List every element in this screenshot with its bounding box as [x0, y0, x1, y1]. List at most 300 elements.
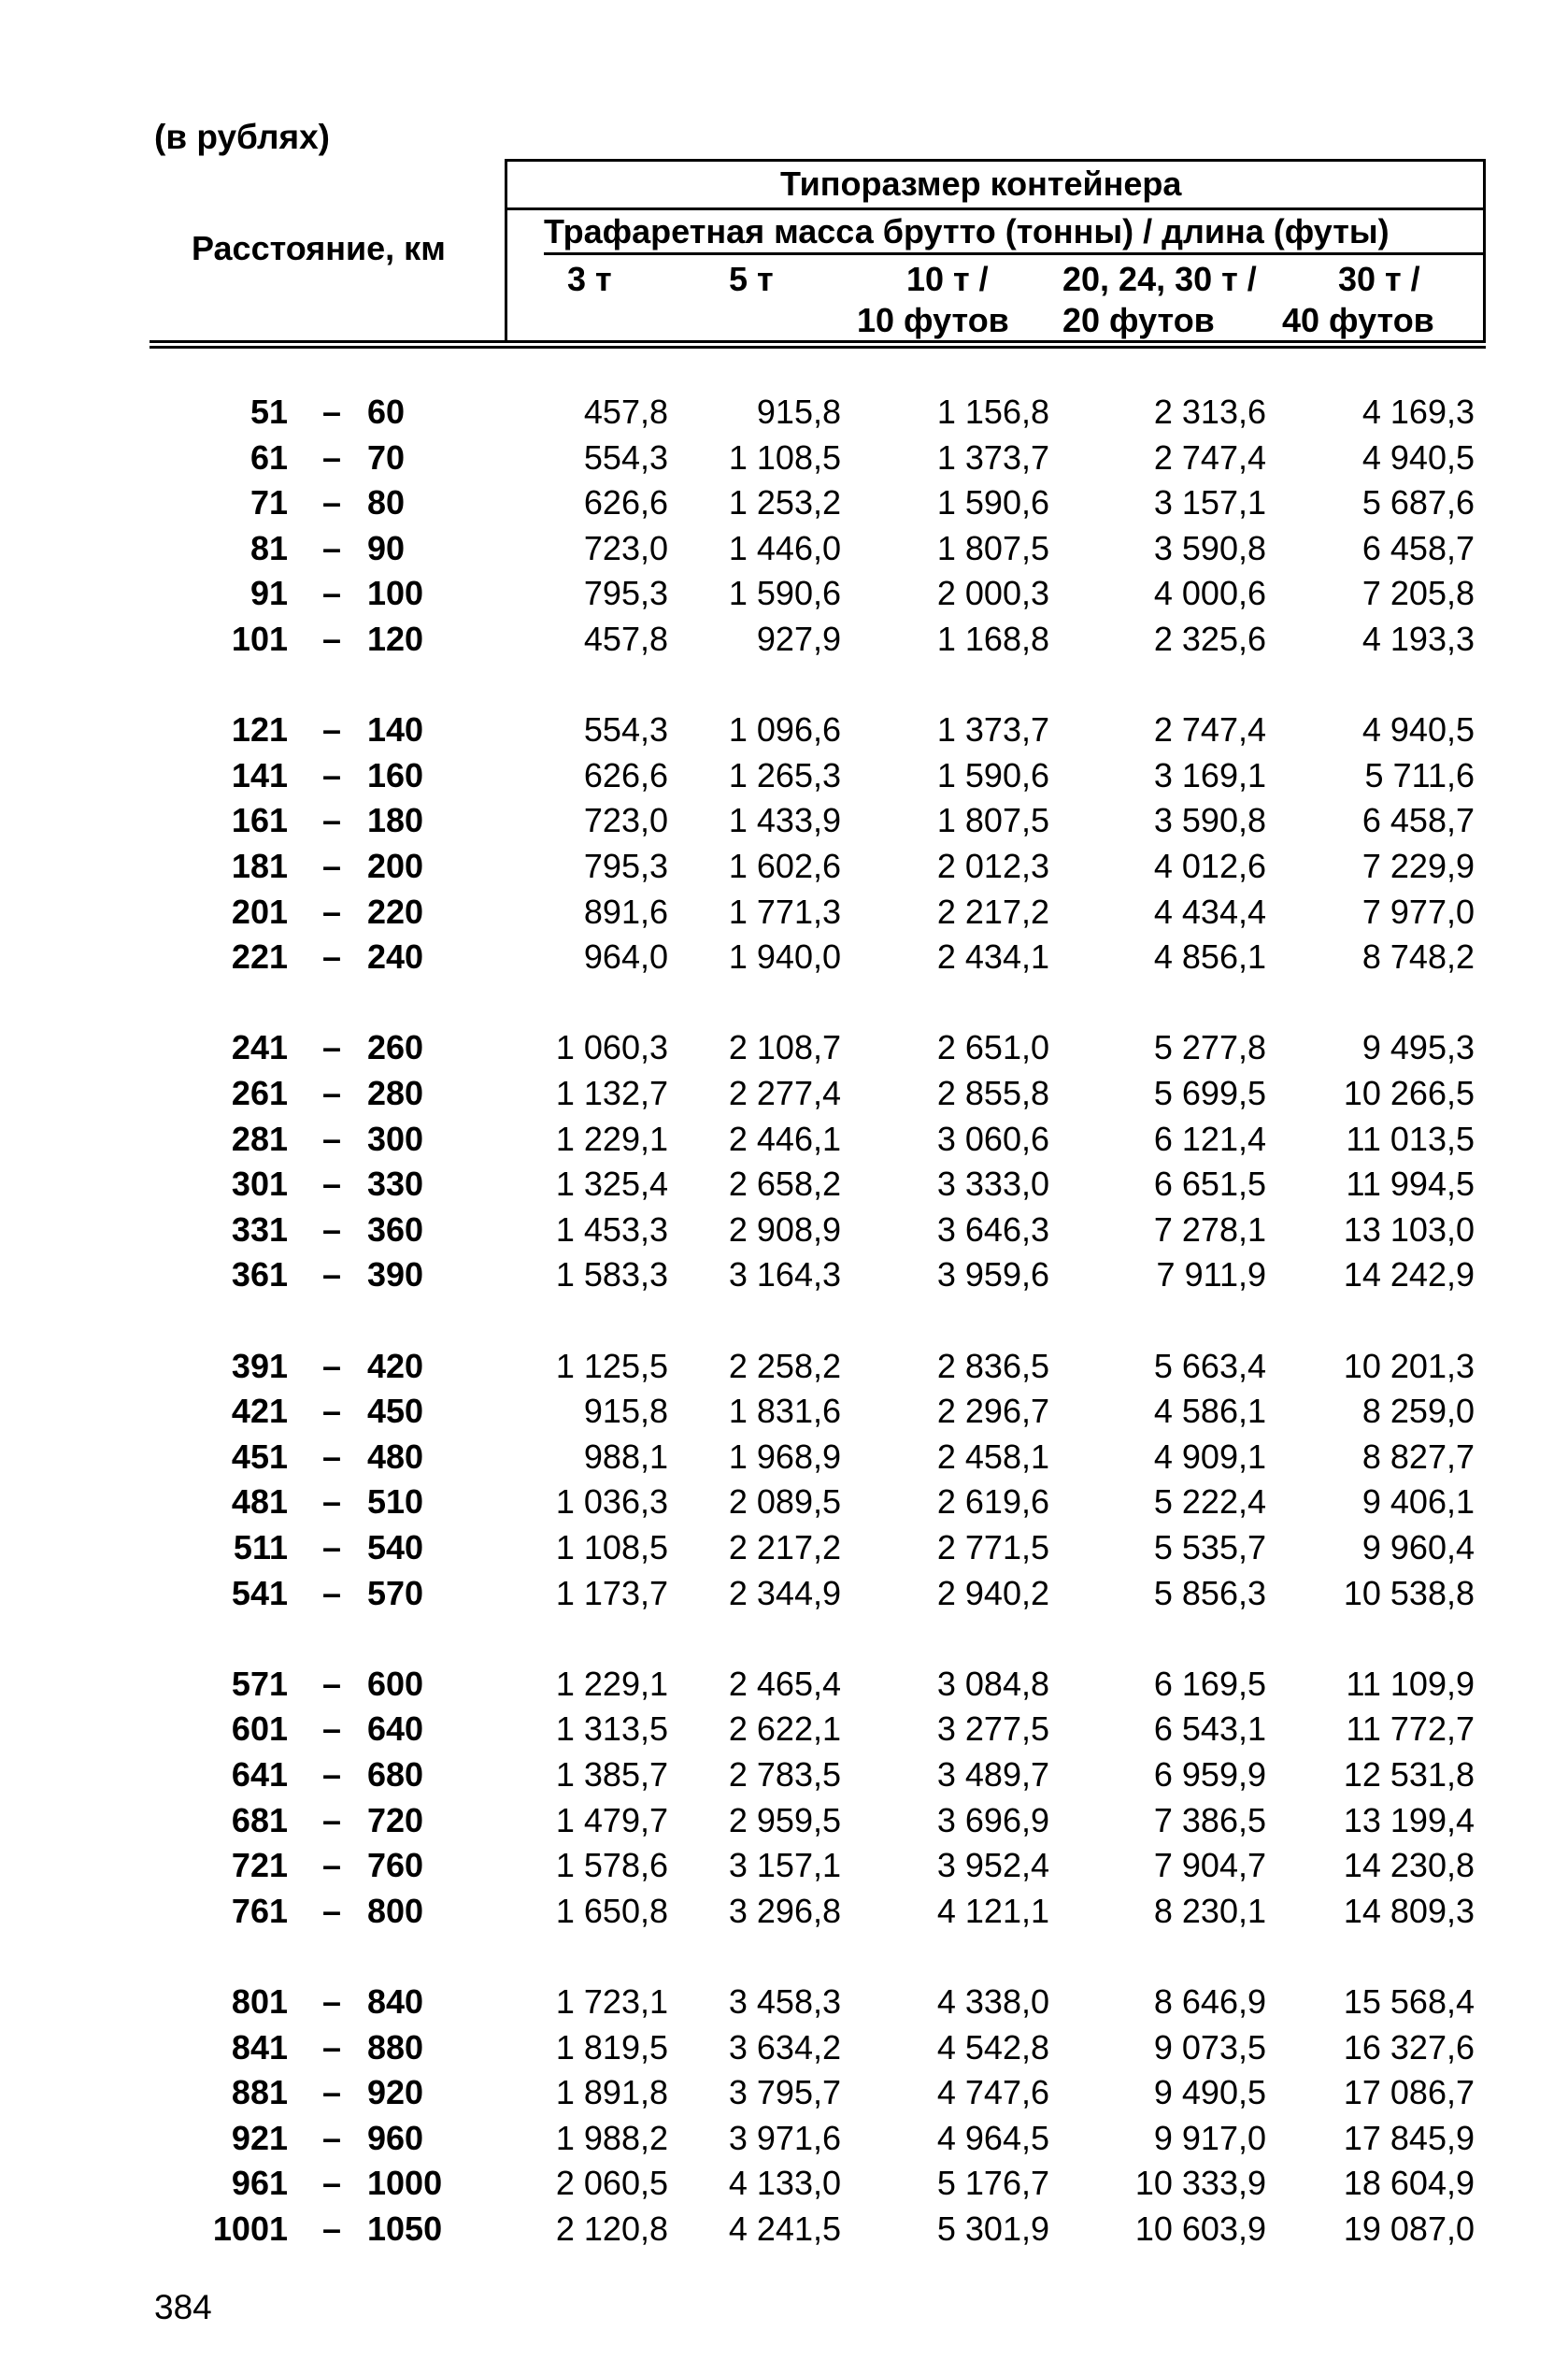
rate-20-24-30t: 6 121,4 [1153, 1119, 1266, 1158]
table-row [0, 2070, 1568, 2115]
col-header-30t-length: 40 футов [1282, 301, 1434, 339]
table-row [0, 1344, 1568, 1389]
rate-5t: 1 446,0 [728, 528, 841, 567]
rate-3t: 1 229,1 [555, 1664, 668, 1703]
range-dash: – [322, 1255, 342, 1294]
rate-30t-40ft: 17 086,7 [1343, 2073, 1475, 2112]
rate-5t: 2 277,4 [728, 1074, 841, 1112]
table-row [0, 436, 1568, 480]
col-header-30t: 30 т / [1338, 260, 1420, 298]
distance-to: 720 [367, 1800, 424, 1839]
rate-10t: 2 836,5 [936, 1346, 1049, 1385]
rate-3t: 723,0 [583, 528, 668, 567]
rate-10t: 2 940,2 [936, 1573, 1049, 1612]
table-row [0, 1707, 1568, 1752]
rate-20-24-30t: 2 325,6 [1153, 620, 1266, 658]
rate-10t: 1 373,7 [936, 437, 1049, 477]
rate-30t-40ft: 9 406,1 [1361, 1482, 1475, 1522]
range-dash: – [322, 1709, 342, 1749]
rate-30t-40ft: 11 013,5 [1346, 1119, 1475, 1158]
distance-to: 160 [367, 755, 424, 794]
rate-10t: 4 747,6 [936, 2073, 1049, 2112]
rate-10t: 2 000,3 [936, 574, 1049, 613]
col-header-20-24-30t-length: 20 футов [1062, 301, 1215, 339]
table-row [0, 708, 1568, 752]
distance-from: 801 [231, 1982, 288, 2021]
distance-from: 71 [249, 483, 288, 522]
rate-5t: 1 771,3 [728, 892, 841, 931]
rate-3t: 1 036,3 [555, 1482, 668, 1522]
rate-20-24-30t: 10 333,9 [1134, 2164, 1266, 2203]
rate-3t: 1 988,2 [555, 2118, 668, 2157]
distance-to: 100 [367, 574, 424, 613]
table-row [0, 890, 1568, 935]
table-row [0, 1117, 1568, 1162]
rate-30t-40ft: 11 772,7 [1346, 1709, 1475, 1749]
range-dash: – [322, 1165, 342, 1204]
rate-10t: 4 121,1 [936, 1891, 1049, 1930]
rate-3t: 2 060,5 [555, 2164, 668, 2203]
distance-from: 61 [249, 437, 288, 477]
rate-5t: 1 108,5 [728, 437, 841, 477]
distance-to: 510 [367, 1482, 424, 1522]
col-header-3t: 3 т [567, 260, 612, 298]
rate-10t: 2 855,8 [936, 1074, 1049, 1112]
range-dash: – [322, 483, 342, 522]
col-header-20-24-30t: 20, 24, 30 т / [1062, 260, 1257, 298]
rate-30t-40ft: 6 458,7 [1361, 528, 1475, 567]
rate-10t: 3 060,6 [936, 1119, 1049, 1158]
range-dash: – [322, 1437, 342, 1476]
rate-20-24-30t: 6 169,5 [1153, 1664, 1266, 1703]
range-dash: – [322, 393, 342, 431]
rate-5t: 2 258,2 [728, 1346, 841, 1385]
rate-3t: 1 325,4 [555, 1165, 668, 1204]
col-header-10t: 10 т / [906, 260, 989, 298]
distance-to: 640 [367, 1709, 424, 1749]
distance-from: 541 [231, 1573, 288, 1612]
distance-from: 241 [231, 1028, 288, 1067]
distance-to: 480 [367, 1437, 424, 1476]
rate-10t: 1 590,6 [936, 483, 1049, 522]
distance-to: 680 [367, 1755, 424, 1794]
range-dash: – [322, 2164, 342, 2203]
table-row [0, 2025, 1568, 2070]
rate-10t: 3 952,4 [936, 1846, 1049, 1885]
rate-30t-40ft: 16 327,6 [1343, 2027, 1475, 2067]
table-row [0, 526, 1568, 571]
rate-3t: 1 173,7 [555, 1573, 668, 1612]
rate-3t: 1 132,7 [555, 1074, 668, 1112]
table-row [0, 2161, 1568, 2206]
range-dash: – [322, 1028, 342, 1067]
rate-20-24-30t: 4 909,1 [1153, 1437, 1266, 1476]
rate-3t: 1 229,1 [555, 1119, 668, 1158]
rate-3t: 1 650,8 [555, 1891, 668, 1930]
range-dash: – [322, 1346, 342, 1385]
distance-to: 80 [367, 483, 406, 522]
range-dash: – [322, 1119, 342, 1158]
distance-from: 841 [231, 2027, 288, 2067]
rate-30t-40ft: 7 229,9 [1361, 847, 1475, 885]
distance-from: 451 [231, 1437, 288, 1476]
rate-5t: 2 465,4 [728, 1664, 841, 1703]
table-row [0, 1843, 1568, 1888]
table-row [0, 1798, 1568, 1843]
rate-3t: 1 578,6 [555, 1846, 668, 1885]
distance-from: 361 [231, 1255, 288, 1294]
table-row [0, 844, 1568, 889]
rate-30t-40ft: 8 259,0 [1361, 1392, 1475, 1431]
distance-from: 961 [231, 2164, 288, 2203]
rate-30t-40ft: 18 604,9 [1343, 2164, 1475, 2203]
rate-10t: 2 619,6 [936, 1482, 1049, 1522]
col-header-10t-length: 10 футов [857, 301, 1009, 339]
header-left-divider [505, 159, 507, 343]
table-row [0, 1252, 1568, 1297]
distance-header: Расстояние, км [192, 229, 446, 267]
rate-5t: 1 968,9 [728, 1437, 841, 1476]
rate-20-24-30t: 2 747,4 [1153, 710, 1266, 750]
rate-30t-40ft: 14 230,8 [1343, 1846, 1475, 1885]
table-row [0, 1571, 1568, 1616]
rate-5t: 2 108,7 [728, 1028, 841, 1067]
rate-30t-40ft: 11 109,9 [1346, 1664, 1475, 1703]
rate-20-24-30t: 5 856,3 [1153, 1573, 1266, 1612]
rate-10t: 4 338,0 [936, 1982, 1049, 2021]
rate-10t: 2 771,5 [936, 1528, 1049, 1566]
range-dash: – [322, 437, 342, 477]
rate-5t: 2 908,9 [728, 1209, 841, 1249]
rate-20-24-30t: 5 222,4 [1153, 1482, 1266, 1522]
table-row [0, 571, 1568, 616]
rate-20-24-30t: 4 856,1 [1153, 937, 1266, 977]
distance-to: 600 [367, 1664, 424, 1703]
rate-5t: 2 446,1 [728, 1119, 841, 1158]
rate-5t: 2 959,5 [728, 1800, 841, 1839]
table-row [0, 390, 1568, 435]
range-dash: – [322, 2073, 342, 2112]
distance-to: 280 [367, 1074, 424, 1112]
rate-3t: 554,3 [583, 710, 668, 750]
rate-5t: 3 296,8 [728, 1891, 841, 1930]
rate-30t-40ft: 8 748,2 [1361, 937, 1475, 977]
rate-3t: 1 723,1 [555, 1982, 668, 2021]
distance-to: 60 [367, 393, 406, 431]
rate-30t-40ft: 7 977,0 [1361, 892, 1475, 931]
rate-30t-40ft: 11 994,5 [1346, 1165, 1475, 1204]
range-dash: – [322, 1482, 342, 1522]
range-dash: – [322, 892, 342, 931]
rate-30t-40ft: 13 103,0 [1343, 1209, 1475, 1249]
rate-30t-40ft: 10 538,8 [1343, 1573, 1475, 1612]
distance-to: 140 [367, 710, 424, 750]
rate-5t: 1 433,9 [728, 801, 841, 840]
table-row [0, 1980, 1568, 2024]
rate-20-24-30t: 10 603,9 [1134, 2210, 1266, 2248]
rate-10t: 3 646,3 [936, 1209, 1049, 1249]
range-dash: – [322, 620, 342, 658]
rate-20-24-30t: 2 747,4 [1153, 437, 1266, 477]
distance-to: 540 [367, 1528, 424, 1566]
rate-3t: 1 385,7 [555, 1755, 668, 1794]
rate-5t: 927,9 [756, 620, 841, 658]
rate-10t: 1 807,5 [936, 801, 1049, 840]
distance-to: 260 [367, 1028, 424, 1067]
distance-to: 920 [367, 2073, 424, 2112]
rate-3t: 723,0 [583, 801, 668, 840]
rate-20-24-30t: 8 646,9 [1153, 1982, 1266, 2021]
rate-20-24-30t: 4 012,6 [1153, 847, 1266, 885]
rate-20-24-30t: 7 911,9 [1156, 1255, 1266, 1294]
header-top-rule [505, 159, 1486, 162]
rate-5t: 915,8 [756, 393, 841, 431]
range-dash: – [322, 1209, 342, 1249]
rate-5t: 2 217,2 [728, 1528, 841, 1566]
distance-from: 921 [231, 2118, 288, 2157]
rate-3t: 1 479,7 [555, 1800, 668, 1839]
table-row [0, 935, 1568, 980]
rate-10t: 2 296,7 [936, 1392, 1049, 1431]
range-dash: – [322, 2210, 342, 2248]
rate-5t: 4 241,5 [728, 2210, 841, 2248]
table-row [0, 1752, 1568, 1797]
distance-from: 201 [231, 892, 288, 931]
rate-3t: 795,3 [583, 574, 668, 613]
rate-5t: 1 940,0 [728, 937, 841, 977]
distance-to: 330 [367, 1165, 424, 1204]
table-row [0, 1480, 1568, 1524]
container-size-header: Типоразмер контейнера [780, 164, 1182, 203]
rate-20-24-30t: 6 543,1 [1153, 1709, 1266, 1749]
distance-to: 70 [367, 437, 406, 477]
rate-10t: 1 168,8 [936, 620, 1049, 658]
rate-20-24-30t: 8 230,1 [1153, 1891, 1266, 1930]
rate-30t-40ft: 14 242,9 [1343, 1255, 1475, 1294]
range-dash: – [322, 528, 342, 567]
rate-20-24-30t: 6 651,5 [1153, 1165, 1266, 1204]
range-dash: – [322, 1800, 342, 1839]
rate-20-24-30t: 5 535,7 [1153, 1528, 1266, 1566]
rate-5t: 2 658,2 [728, 1165, 841, 1204]
rate-3t: 1 125,5 [555, 1346, 668, 1385]
rate-30t-40ft: 8 827,7 [1361, 1437, 1475, 1476]
rate-3t: 988,1 [583, 1437, 668, 1476]
distance-to: 840 [367, 1982, 424, 2021]
rate-30t-40ft: 9 960,4 [1361, 1528, 1475, 1566]
distance-from: 571 [231, 1664, 288, 1703]
range-dash: – [322, 1755, 342, 1794]
distance-from: 181 [231, 847, 288, 885]
rate-20-24-30t: 9 917,0 [1153, 2118, 1266, 2157]
rate-5t: 3 634,2 [728, 2027, 841, 2067]
rate-3t: 1 060,3 [555, 1028, 668, 1067]
range-dash: – [322, 710, 342, 750]
rate-10t: 3 489,7 [936, 1755, 1049, 1794]
range-dash: – [322, 1982, 342, 2021]
rate-20-24-30t: 6 959,9 [1153, 1755, 1266, 1794]
rate-3t: 891,6 [583, 892, 668, 931]
rate-10t: 3 959,6 [936, 1255, 1049, 1294]
rate-20-24-30t: 5 277,8 [1153, 1028, 1266, 1067]
rate-3t: 626,6 [583, 755, 668, 794]
range-dash: – [322, 801, 342, 840]
table-row [0, 617, 1568, 662]
distance-from: 331 [231, 1209, 288, 1249]
rate-5t: 4 133,0 [728, 2164, 841, 2203]
rate-3t: 1 891,8 [555, 2073, 668, 2112]
table-row [0, 2116, 1568, 2161]
rate-3t: 964,0 [583, 937, 668, 977]
rate-20-24-30t: 3 157,1 [1153, 483, 1266, 522]
rate-30t-40ft: 14 809,3 [1343, 1891, 1475, 1930]
rate-5t: 3 164,3 [728, 1255, 841, 1294]
header-bottom-rule [150, 340, 1486, 343]
range-dash: – [322, 1528, 342, 1566]
rate-20-24-30t: 5 663,4 [1153, 1346, 1266, 1385]
distance-from: 1001 [212, 2210, 288, 2248]
rate-5t: 1 590,6 [728, 574, 841, 613]
distance-to: 800 [367, 1891, 424, 1930]
rate-3t: 1 313,5 [555, 1709, 668, 1749]
rate-5t: 2 089,5 [728, 1482, 841, 1522]
rate-10t: 3 333,0 [936, 1165, 1049, 1204]
range-dash: – [322, 755, 342, 794]
rate-10t: 4 542,8 [936, 2027, 1049, 2067]
distance-to: 240 [367, 937, 424, 977]
distance-to: 880 [367, 2027, 424, 2067]
rate-20-24-30t: 4 434,4 [1153, 892, 1266, 931]
distance-from: 161 [231, 801, 288, 840]
range-dash: – [322, 1392, 342, 1431]
rate-20-24-30t: 3 590,8 [1153, 528, 1266, 567]
rate-30t-40ft: 4 169,3 [1361, 393, 1475, 431]
unit-note: (в рублях) [154, 118, 330, 156]
rate-5t: 3 795,7 [728, 2073, 841, 2112]
distance-to: 570 [367, 1573, 424, 1612]
rate-5t: 2 783,5 [728, 1755, 841, 1794]
rate-30t-40ft: 17 845,9 [1343, 2118, 1475, 2157]
distance-from: 101 [231, 620, 288, 658]
table-row [0, 480, 1568, 525]
gross-mass-length-header: Трафаретная масса брутто (тонны) / длина (футы) [544, 212, 1390, 250]
rate-30t-40ft: 12 531,8 [1343, 1755, 1475, 1794]
range-dash: – [322, 1074, 342, 1112]
rate-20-24-30t: 5 699,5 [1153, 1074, 1266, 1112]
rate-10t: 2 458,1 [936, 1437, 1049, 1476]
rate-20-24-30t: 3 590,8 [1153, 801, 1266, 840]
distance-to: 450 [367, 1392, 424, 1431]
rate-30t-40ft: 13 199,4 [1343, 1800, 1475, 1839]
rate-30t-40ft: 19 087,0 [1343, 2210, 1475, 2248]
rate-3t: 1 108,5 [555, 1528, 668, 1566]
rate-20-24-30t: 9 073,5 [1153, 2027, 1266, 2067]
rate-3t: 554,3 [583, 437, 668, 477]
col-header-5t: 5 т [729, 260, 774, 298]
header-double-rule [150, 346, 1486, 349]
rate-10t: 2 217,2 [936, 892, 1049, 931]
rate-3t: 915,8 [583, 1392, 668, 1431]
table-row [0, 2207, 1568, 2252]
rate-30t-40ft: 9 495,3 [1361, 1028, 1475, 1067]
distance-to: 180 [367, 801, 424, 840]
distance-to: 300 [367, 1119, 424, 1158]
rate-5t: 2 622,1 [728, 1709, 841, 1749]
distance-to: 90 [367, 528, 406, 567]
rate-3t: 2 120,8 [555, 2210, 668, 2248]
rate-30t-40ft: 10 201,3 [1343, 1346, 1475, 1385]
distance-to: 960 [367, 2118, 424, 2157]
distance-from: 481 [231, 1482, 288, 1522]
rate-10t: 4 964,5 [936, 2118, 1049, 2157]
distance-to: 760 [367, 1846, 424, 1885]
range-dash: – [322, 2118, 342, 2157]
rate-20-24-30t: 9 490,5 [1153, 2073, 1266, 2112]
rate-5t: 1 253,2 [728, 483, 841, 522]
rate-3t: 626,6 [583, 483, 668, 522]
rate-10t: 3 277,5 [936, 1709, 1049, 1749]
distance-from: 681 [231, 1800, 288, 1839]
table-row [0, 753, 1568, 798]
rate-20-24-30t: 7 904,7 [1153, 1846, 1266, 1885]
rate-20-24-30t: 7 386,5 [1153, 1800, 1266, 1839]
rate-5t: 3 157,1 [728, 1846, 841, 1885]
header-mid-rule [505, 207, 1486, 210]
range-dash: – [322, 1664, 342, 1703]
rate-20-24-30t: 4 586,1 [1153, 1392, 1266, 1431]
distance-to: 1050 [367, 2210, 443, 2248]
distance-to: 420 [367, 1346, 424, 1385]
range-dash: – [322, 847, 342, 885]
rate-20-24-30t: 4 000,6 [1153, 574, 1266, 613]
rate-10t: 1 156,8 [936, 393, 1049, 431]
table-row [0, 1071, 1568, 1116]
rate-10t: 3 696,9 [936, 1800, 1049, 1839]
distance-to: 390 [367, 1255, 424, 1294]
distance-from: 121 [231, 710, 288, 750]
table-row [0, 1662, 1568, 1707]
distance-to: 200 [367, 847, 424, 885]
range-dash: – [322, 1573, 342, 1612]
distance-to: 1000 [367, 2164, 443, 2203]
rate-30t-40ft: 6 458,7 [1361, 801, 1475, 840]
distance-from: 881 [231, 2073, 288, 2112]
rate-30t-40ft: 10 266,5 [1343, 1074, 1475, 1112]
range-dash: – [322, 574, 342, 613]
rate-3t: 457,8 [583, 620, 668, 658]
distance-to: 120 [367, 620, 424, 658]
distance-from: 141 [231, 755, 288, 794]
rate-5t: 1 265,3 [728, 755, 841, 794]
distance-from: 91 [249, 574, 288, 613]
table-row [0, 1162, 1568, 1207]
distance-to: 220 [367, 892, 424, 931]
rate-3t: 1 453,3 [555, 1209, 668, 1249]
rate-5t: 2 344,9 [728, 1573, 841, 1612]
distance-to: 360 [367, 1209, 424, 1249]
rate-5t: 3 458,3 [728, 1982, 841, 2021]
rate-3t: 795,3 [583, 847, 668, 885]
distance-from: 601 [231, 1709, 288, 1749]
rate-10t: 5 176,7 [936, 2164, 1049, 2203]
table-row [0, 1525, 1568, 1570]
rate-10t: 2 012,3 [936, 847, 1049, 885]
rate-10t: 5 301,9 [936, 2210, 1049, 2248]
rate-20-24-30t: 3 169,1 [1153, 755, 1266, 794]
distance-from: 511 [233, 1528, 288, 1566]
rate-30t-40ft: 5 711,6 [1364, 755, 1475, 794]
range-dash: – [322, 1846, 342, 1885]
